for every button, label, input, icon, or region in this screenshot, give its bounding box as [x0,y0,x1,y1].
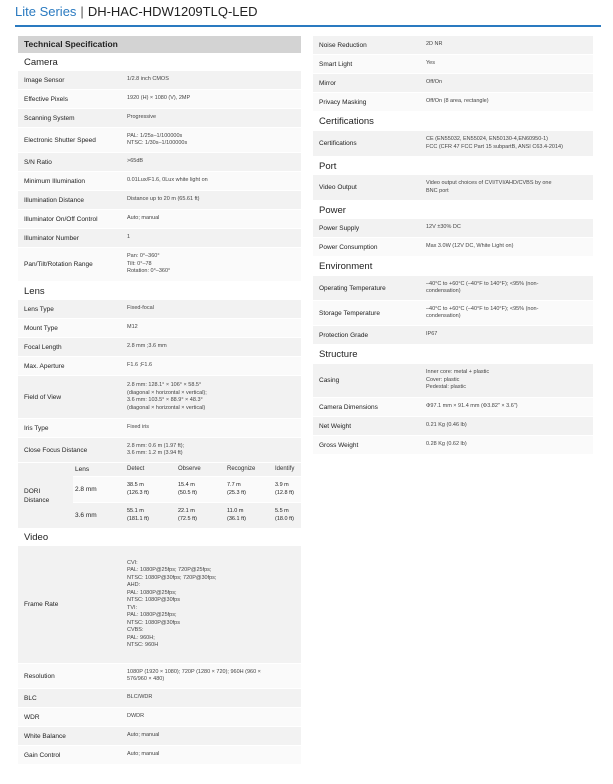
section-power: Power [319,204,346,216]
spec-value: Auto; manual [127,732,160,739]
dori-observe: 15.4 m (50.5 ft) [178,482,197,496]
spec-label: Illumination Distance [24,196,84,204]
spec-value: 2D NR [426,41,443,48]
spec-label: S/N Ratio [24,158,52,166]
spec-label: Illuminator On/Off Control [24,215,98,223]
spec-row [18,338,301,357]
spec-label: Effective Pixels [24,95,68,103]
dori-row [73,503,301,529]
spec-row [313,417,593,436]
spec-label: BLC [24,694,37,702]
spec-row [313,93,593,112]
spec-value: 0.28 Kg (0.62 lb) [426,441,467,448]
spec-value: F1.6 ;F1.6 [127,362,153,369]
spec-row [18,153,301,172]
spec-value: 2.8 mm: 128.1° × 106° × 58.5° (diagonal × horizontal × vertical); 3.6 mm: 103.5° × 88.9° × 48.3° (diagonal × horizontal × vertical) [127,382,207,411]
spec-label: Gross Weight [319,441,359,449]
spec-value: 1/2.8 inch CMOS [127,76,169,83]
spec-value: 12V ±30% DC [426,224,461,231]
spec-label: Protection Grade [319,331,369,339]
spec-row [18,210,301,229]
spec-label: Noise Reduction [319,41,367,49]
header-divider [15,25,601,27]
spec-row [18,109,301,128]
spec-value: –40°C to +60°C (–40°F to 140°F); <95% (non- condensation) [426,305,539,319]
spec-row [313,398,593,417]
spec-row [18,376,301,419]
video-table [18,546,301,765]
spec-value: Max 3.0W (12V DC, White Light on) [426,243,514,250]
spec-value: Fixed iris [127,424,150,431]
spec-value: 1080P (1920 × 1080); 720P (1280 × 720); 960H (960 × 576/960 × 480) [127,668,261,682]
spec-label: Pan/Tilt/Rotation Range [24,261,93,268]
spec-label: Net Weight [319,422,352,430]
lens-table [18,300,301,463]
spec-value: IP67 [426,331,438,338]
spec-row [313,276,593,301]
page-header [15,4,258,20]
spec-row [313,238,593,257]
dori-header-detect: Detect [127,465,145,472]
dori-row [73,477,301,503]
spec-value: 1920 (H) × 1080 (V), 2MP [127,95,191,102]
spec-value: M12 [127,324,138,331]
spec-row [18,546,301,664]
spec-value: Progressive [127,114,157,121]
spec-value: Pan: 0°–360° Tilt: 0°–78 Rotation: 0°–360° [127,253,171,275]
spec-label: Casing [319,377,340,384]
spec-label: Iris Type [24,424,49,432]
dori-distance-table [18,463,301,529]
spec-label: Frame Rate [24,601,59,608]
dori-recognize: 7.7 m (25.3 ft) [227,482,246,496]
spec-row [313,219,593,238]
spec-value: Fixed-focal [127,305,154,312]
dori-observe: 22.1 m (72.5 ft) [178,508,197,522]
spec-row [18,229,301,248]
section-video: Video [24,532,49,543]
dori-header-identify: Identify [275,465,295,472]
dori-grid [73,463,301,529]
spec-label: Gain Control [24,751,61,759]
spec-row [18,90,301,109]
spec-label: Max. Aperture [24,362,65,370]
header-separator: | [80,4,84,19]
dori-detect: 38.5 m (126.3 ft) [127,482,150,496]
spec-value: DWDR [127,713,145,720]
spec-label: Video Output [319,184,357,191]
spec-label: Illuminator Number [24,234,79,242]
spec-row [313,301,593,326]
spec-row [313,55,593,74]
spec-row [313,131,593,157]
spec-value: 0.21 Kg (0.46 lb) [426,422,467,429]
spec-value: PAL: 1/25s–1/100000s NTSC: 1/30s–1/100000s [127,132,188,146]
spec-row [313,326,593,345]
dori-header-row [73,463,301,477]
spec-row [18,708,301,727]
spec-row [18,419,301,438]
dori-lens: 2.8 mm [75,486,97,493]
camera-table [18,71,301,282]
spec-row [18,438,301,463]
spec-label: Mount Type [24,324,58,332]
dori-lens: 3.6 mm [75,512,97,519]
spec-label: Certifications [319,140,357,147]
spec-value: Auto; manual [127,751,160,758]
spec-value: 1 [127,234,131,241]
spec-row [18,746,301,765]
right-column [313,36,593,455]
spec-row [18,727,301,746]
spec-row [18,357,301,376]
spec-label: Close Focus Distance [24,446,88,454]
spec-label: Power Supply [319,224,360,232]
spec-label: Scanning System [24,114,75,122]
section-certifications: Certifications [319,116,374,127]
spec-row [18,664,301,689]
spec-row [18,689,301,708]
spec-label: Smart Light [319,60,353,68]
model-name: DH-HAC-HDW1209TLQ-LED [87,4,258,19]
spec-value: >65dB [127,158,144,165]
dori-recognize: 11.0 m (36.1 ft) [227,508,246,522]
dori-label: DORI Distance [18,463,73,529]
dori-header-recognize: Recognize [227,465,256,472]
dori-header-observe: Observe [178,465,201,472]
spec-label: Minimum Illumination [24,177,86,185]
spec-label: Privacy Masking [319,98,367,106]
spec-value: Off/On (8 area, rectangle) [426,98,489,105]
dori-header-lens: Lens [75,466,90,473]
spec-label: Camera Dimensions [319,403,378,411]
dori-detect: 55.1 m (181.1 ft) [127,508,150,522]
spec-label: Resolution [24,672,55,680]
spec-label: Operating Temperature [319,284,386,292]
spec-row [18,128,301,153]
spec-value: 0.01Lux/F1.6, 0Lux white light on [127,177,208,184]
spec-row [313,175,593,201]
spec-label: White Balance [24,732,66,740]
spec-value: 2.8 mm: 0.6 m (1.97 ft); 3.6 mm: 1.2 m (3.94 ft) [127,442,185,456]
spec-row [18,248,301,282]
spec-label: Mirror [319,79,336,87]
spec-row [18,319,301,338]
spec-value: CE (EN55032, EN55024, EN50130-4,EN60950-1) FCC (CFR 47 FCC Part 15 subpartB, ANSI C63.4-2014) [426,136,563,150]
spec-value: Video output choices of CVI/TVI/AHD/CVBS by one BNC port [426,180,552,194]
spec-label: Power Consumption [319,243,378,251]
spec-label: Focal Length [24,343,62,351]
spec-value: CVI: PAL: 1080P@25fps; 720P@25fps; NTSC: 1080P@30fps; 720P@30fps; AHD: PAL: 1080P@25fps; NTSC: 1080P@30fps TVI: PAL: 1080P@25fps; NTSC: 1080P@30fps CVBS: PAL: 960H; NTSC: 960H [127,559,217,648]
spec-value: Inner core: metal + plastic Cover: plastic Pedestal: plastic [426,369,490,391]
spec-row [313,74,593,93]
spec-label: Storage Temperature [319,309,380,317]
spec-row [313,36,593,55]
spec-value: Φ97.1 mm × 91.4 mm (Φ3.82" × 3.6") [426,403,518,410]
section-environment: Environment [319,261,373,272]
spec-row [313,364,593,398]
spec-row [18,300,301,319]
spec-value: Auto; manual [127,215,160,222]
section-port: Port [319,160,337,172]
spec-label: Lens Type [24,305,54,313]
spec-row [18,172,301,191]
series-name: Lite Series [15,4,77,19]
spec-value: Distance up to 20 m (65.61 ft) [127,196,200,203]
left-column [18,36,301,765]
spec-label: WDR [24,713,40,721]
spec-value: BLC/WDR [127,694,153,701]
spec-title: Technical Specification [18,36,301,53]
section-lens: Lens [24,285,45,297]
dori-identify: 3.9 m (12.8 ft) [275,482,294,496]
spec-value: –40°C to +60°C (–40°F to 140°F); <95% (non- condensation) [426,280,539,294]
spec-row [18,191,301,210]
spec-value: 2.8 mm ;3.6 mm [127,343,167,350]
section-camera: Camera [24,56,58,68]
misc-table [313,36,593,112]
spec-value: Yes [426,60,435,67]
spec-row [313,436,593,455]
spec-label: Electronic Shutter Speed [24,136,96,144]
spec-value: Off/On [426,79,443,86]
spec-label: Image Sensor [24,76,65,84]
dori-identify: 5.5 m (18.0 ft) [275,508,294,522]
spec-row [18,71,301,90]
section-structure: Structure [319,349,358,360]
spec-label: Field of View [24,393,62,401]
